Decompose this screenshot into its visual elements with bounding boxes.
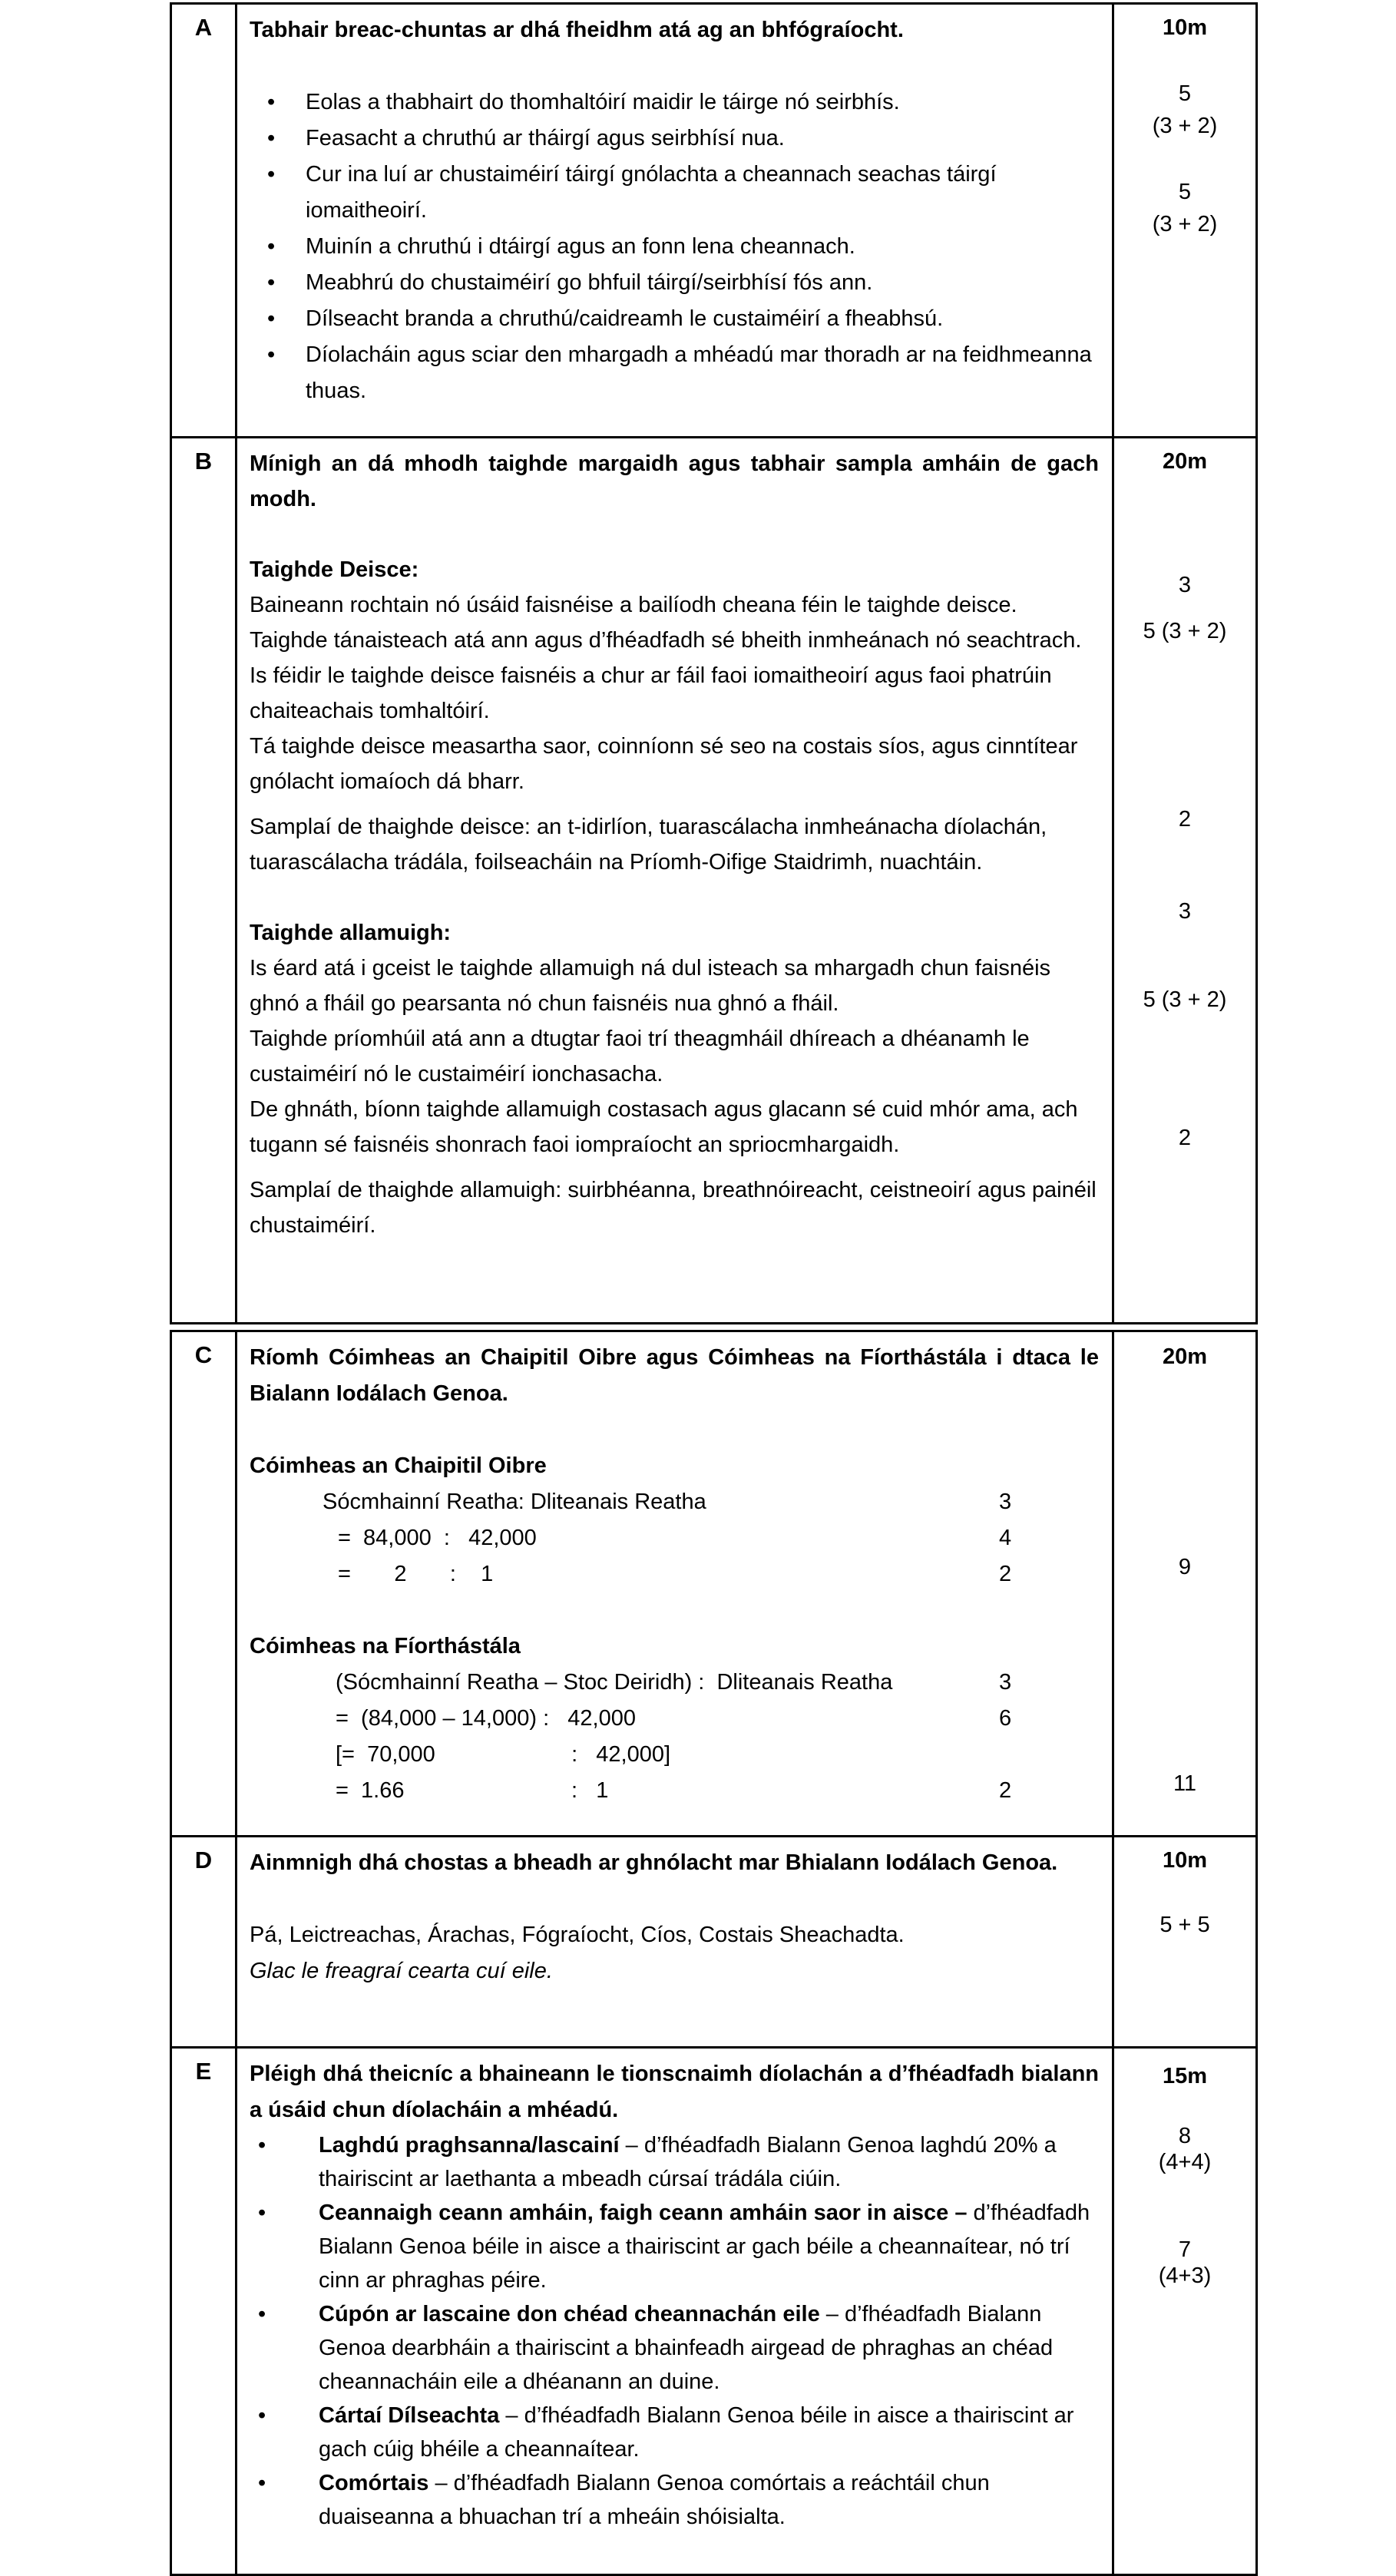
bullet-icon: • <box>267 270 276 295</box>
ratio-mark: 3 <box>999 1670 1012 1695</box>
ratio-mark: 6 <box>999 1706 1012 1731</box>
bullet-icon: • <box>258 2201 266 2225</box>
examiner-note: Glac le freagraí cearta cuí eile. <box>250 1959 553 1983</box>
mark-value: (3 + 2) <box>1152 212 1218 236</box>
list-item-text <box>319 2128 1099 2196</box>
list-item-text <box>319 2399 1099 2466</box>
subheading-working-capital: Cóimheas an Chaipitil Oibre <box>250 1453 547 1478</box>
section-d-marks <box>1113 1837 1257 2048</box>
section-letter-a: A <box>171 4 237 438</box>
ratio-mark <box>999 1737 1099 1773</box>
ratio-line <box>336 1701 1099 1737</box>
list-item <box>250 84 1099 121</box>
list-item-text: Meabhrú do chustaiméirí go bhfuil táirgí/seirbhísí fós ann. <box>306 270 873 295</box>
bullet-icon: • <box>258 2302 266 2326</box>
ratio-line <box>338 1556 1099 1592</box>
paragraph: Pá, Leictreachas, Árachas, Fógraíocht, Cíos, Costais Sheachadta. <box>250 1923 905 1947</box>
section-c-marks <box>1113 1331 1257 1837</box>
mark-value: 2 <box>1178 807 1192 832</box>
marks-total: 10m <box>1162 15 1208 40</box>
list-item <box>250 337 1099 409</box>
paragraph: De ghnáth, bíonn taighde allamuigh costasach agus glacann sé cuid mhór ama, ach tugann sé faisnéis shonrach faoi iompraíocht an spriocmhargaidh. <box>250 1097 1078 1157</box>
subheading-field-research: Taighde allamuigh: <box>250 921 452 945</box>
list-item <box>250 229 1099 265</box>
question-text: Mínigh an dá mhodh taighde margaidh agus tabhair sampla amháin de gach modh. <box>250 451 1099 511</box>
list-item-text: Díolacháin agus sciar den mhargadh a mhéadú mar thoradh ar na feidhmeanna thuas. <box>306 342 1092 403</box>
bullet-icon: • <box>267 126 276 150</box>
mark-value: 11 <box>1173 1771 1197 1796</box>
technique-description: – d’fhéadfadh Bialann Genoa béile in aisce a thairiscint ar gach cúig bhéile a cheannaítear. <box>319 2403 1074 2462</box>
bullet-icon: • <box>258 2133 266 2158</box>
section-e-content <box>237 2048 1113 2575</box>
marks-total: 20m <box>1162 449 1208 474</box>
technique-name: Comórtais <box>319 2471 429 2495</box>
ratio-formula: = 2 : 1 <box>338 1562 494 1586</box>
question-text: Pléigh dhá theicníc a bhaineann le tionscnaimh díolachán a d’fhéadfadh bialann a úsáid chun díolacháin a mhéadú. <box>250 2062 1099 2122</box>
ratio-formula: Sócmhainní Reatha: Dliteanais Reatha <box>323 1490 706 1514</box>
subheading-acid-test: Cóimheas na Fíorthástála <box>250 1634 521 1658</box>
row-section-b <box>171 438 1257 1324</box>
list-item-text <box>319 2196 1099 2297</box>
technique-name: Cúpón ar lascaine don chéad cheannachán eile <box>319 2302 820 2326</box>
ratio-line <box>338 1520 1099 1556</box>
row-section-e <box>171 2048 1257 2575</box>
subheading-desk-research: Taighde Deisce: <box>250 557 419 582</box>
bullet-icon: • <box>267 306 276 331</box>
ratio-formula: = 84,000 : 42,000 <box>338 1526 537 1550</box>
marks-total: 15m <box>1162 2064 1208 2088</box>
bullet-icon: • <box>258 2471 266 2495</box>
section-e-marks <box>1113 2048 1257 2575</box>
mark-value: 5 <box>1178 81 1192 106</box>
technique-description: d’fhéadfadh Bialann Genoa béile in aisce a thairiscint ar gach béile a cheannaítear, nó trí cinn ar phraghas péire. <box>319 2201 1090 2293</box>
ratio-mark: 3 <box>999 1490 1012 1514</box>
list-item-text: Cur ina luí ar chustaiméirí táirgí gnólachta a cheannach seachas táirgí iomaitheoirí. <box>306 162 997 223</box>
mark-value: 5 (3 + 2) <box>1143 987 1227 1012</box>
marks-total: 10m <box>1162 1848 1208 1873</box>
section-b-marks <box>1113 438 1257 1324</box>
row-section-d <box>171 1837 1257 2048</box>
marking-table-lower <box>170 1330 1258 2576</box>
section-letter-c: C <box>171 1331 237 1837</box>
ratio-formula: = (84,000 – 14,000) : 42,000 <box>336 1706 636 1731</box>
technique-description: – d’fhéadfadh Bialann Genoa dearbháin a thairiscint a bhainfeadh airgead de phraghas an chéad cheannacháin eile a dhéanann an duine. <box>319 2302 1054 2394</box>
ratio-line <box>336 1737 1099 1773</box>
mark-value: (4+4) <box>1158 2150 1212 2174</box>
ratio-line <box>336 1773 1099 1809</box>
technique-description: – d’fhéadfadh Bialann Genoa comórtais a reáchtáil chun duaiseanna a bhuachan trí a mheáin shóisialta. <box>319 2471 990 2529</box>
row-section-c <box>171 1331 1257 1837</box>
ratio-formula: [= 70,000 : 42,000] <box>336 1742 671 1767</box>
mark-value: 7 <box>1178 2237 1192 2262</box>
ratio-line <box>336 1665 1099 1701</box>
bullet-icon: • <box>258 2403 266 2428</box>
list-item-text: Muinín a chruthú i dtáirgí agus an fonn lena cheannach. <box>306 234 855 259</box>
paragraph: Is éard atá i gceist le taighde allamuigh ná dul isteach sa mhargadh chun faisnéis ghnó a fháil go pearsanta nó chun faisnéis nua ghnó a fháil. <box>250 956 1051 1016</box>
marking-table-upper <box>170 2 1258 1324</box>
section-c-content <box>237 1331 1113 1837</box>
mark-value: 8 <box>1178 2124 1192 2148</box>
mark-value: (4+3) <box>1158 2264 1212 2288</box>
list-item <box>250 121 1099 157</box>
ratio-formula: (Sócmhainní Reatha – Stoc Deiridh) : Dliteanais Reatha <box>336 1670 893 1695</box>
list-item <box>250 2196 1099 2297</box>
mark-value: (3 + 2) <box>1152 114 1218 138</box>
ratio-mark: 2 <box>999 1778 1012 1803</box>
section-letter-e: E <box>171 2048 237 2575</box>
marking-scheme-page <box>170 2 1255 2576</box>
list-item <box>250 2128 1099 2196</box>
ratio-mark: 2 <box>999 1562 1012 1586</box>
mark-value: 5 <box>1178 180 1192 204</box>
question-text: Ainmnigh dhá chostas a bheadh ar ghnólacht mar Bhialann Iodálach Genoa. <box>250 1850 1058 1875</box>
section-letter-d: D <box>171 1837 237 2048</box>
paragraph: Samplaí de thaighde deisce: an t-idirlíon, tuarascálacha inmheánacha díolachán, tuarascálacha trádála, foilseacháin na Príomh-Oifige Staidrimh, nuachtáin. <box>250 815 1047 875</box>
paragraph: Samplaí de thaighde allamuigh: suirbhéanna, breathnóireacht, ceistneoirí agus painéil chustaiméirí. <box>250 1178 1097 1238</box>
section-d-content <box>237 1837 1113 2048</box>
list-item-text: Feasacht a chruthú ar tháirgí agus seirbhísí nua. <box>306 126 785 150</box>
list-item-text <box>319 2297 1099 2399</box>
bullet-icon: • <box>267 162 276 187</box>
technique-name: Ceannaigh ceann amháin, faigh ceann amháin saor in aisce – <box>319 2201 968 2225</box>
ratio-line <box>323 1484 1099 1520</box>
bullet-icon: • <box>267 90 276 114</box>
marks-total: 20m <box>1162 1344 1208 1369</box>
section-a-content <box>237 4 1113 438</box>
technique-name: Cártaí Dílseachta <box>319 2403 500 2428</box>
question-text: Ríomh Cóimheas an Chaipitil Oibre agus Cóimheas na Fíorthástála i dtaca le Bialann Iodálach Genoa. <box>250 1345 1099 1406</box>
bullet-icon: • <box>267 234 276 259</box>
bullet-icon: • <box>267 342 276 367</box>
list-item <box>250 2399 1099 2466</box>
mark-value: 9 <box>1178 1555 1192 1579</box>
mark-value: 3 <box>1178 573 1192 597</box>
technique-description: – d’fhéadfadh Bialann Genoa laghdú 20% a thairiscint ar laethanta a mbeadh cúrsaí trádála ciúin. <box>319 2133 1057 2191</box>
list-item <box>250 301 1099 337</box>
mark-value: 3 <box>1178 899 1192 924</box>
mark-value: 5 + 5 <box>1159 1913 1210 1937</box>
row-section-a <box>171 4 1257 438</box>
mark-value: 5 (3 + 2) <box>1143 619 1227 643</box>
list-item <box>250 2297 1099 2399</box>
paragraph: Taighde príomhúil atá ann a dtugtar faoi trí theagmháil dhíreach a dhéanamh le custaiméirí nó le custaiméirí ionchasacha. <box>250 1027 1030 1086</box>
technique-name: Laghdú praghsanna/lascainí <box>319 2133 620 2158</box>
section-letter-b: B <box>171 438 237 1324</box>
list-item-text: Eolas a thabhairt do thomhaltóirí maidir le táirge nó seirbhís. <box>306 90 900 114</box>
paragraph: Baineann rochtain nó úsáid faisnéise a bailíodh cheana féin le taighde deisce. Taighde tánaisteach atá ann agus d’fhéadfadh sé bheith inmheánach nó seachtrach. Is féidir le taighde deisce faisnéis a chur ar fáil faoi iomaitheoirí agus faoi phatrúin chaiteachais tomhaltóirí. <box>250 593 1082 723</box>
question-text: Tabhair breac-chuntas ar dhá fheidhm atá ag an bhfógraíocht. <box>250 18 904 42</box>
section-b-content <box>237 438 1113 1324</box>
list-item <box>250 157 1099 229</box>
paragraph: Tá taighde deisce measartha saor, coinníonn sé seo na costais síos, agus cinntítear gnólacht iomaíoch dá bharr. <box>250 734 1078 794</box>
mark-value: 2 <box>1178 1126 1192 1150</box>
ratio-formula: = 1.66 : 1 <box>336 1778 609 1803</box>
list-item-text: Dílseacht branda a chruthú/caidreamh le custaiméirí a fheabhsú. <box>306 306 944 331</box>
section-a-marks <box>1113 4 1257 438</box>
list-item <box>250 265 1099 301</box>
ratio-mark: 4 <box>999 1526 1012 1550</box>
